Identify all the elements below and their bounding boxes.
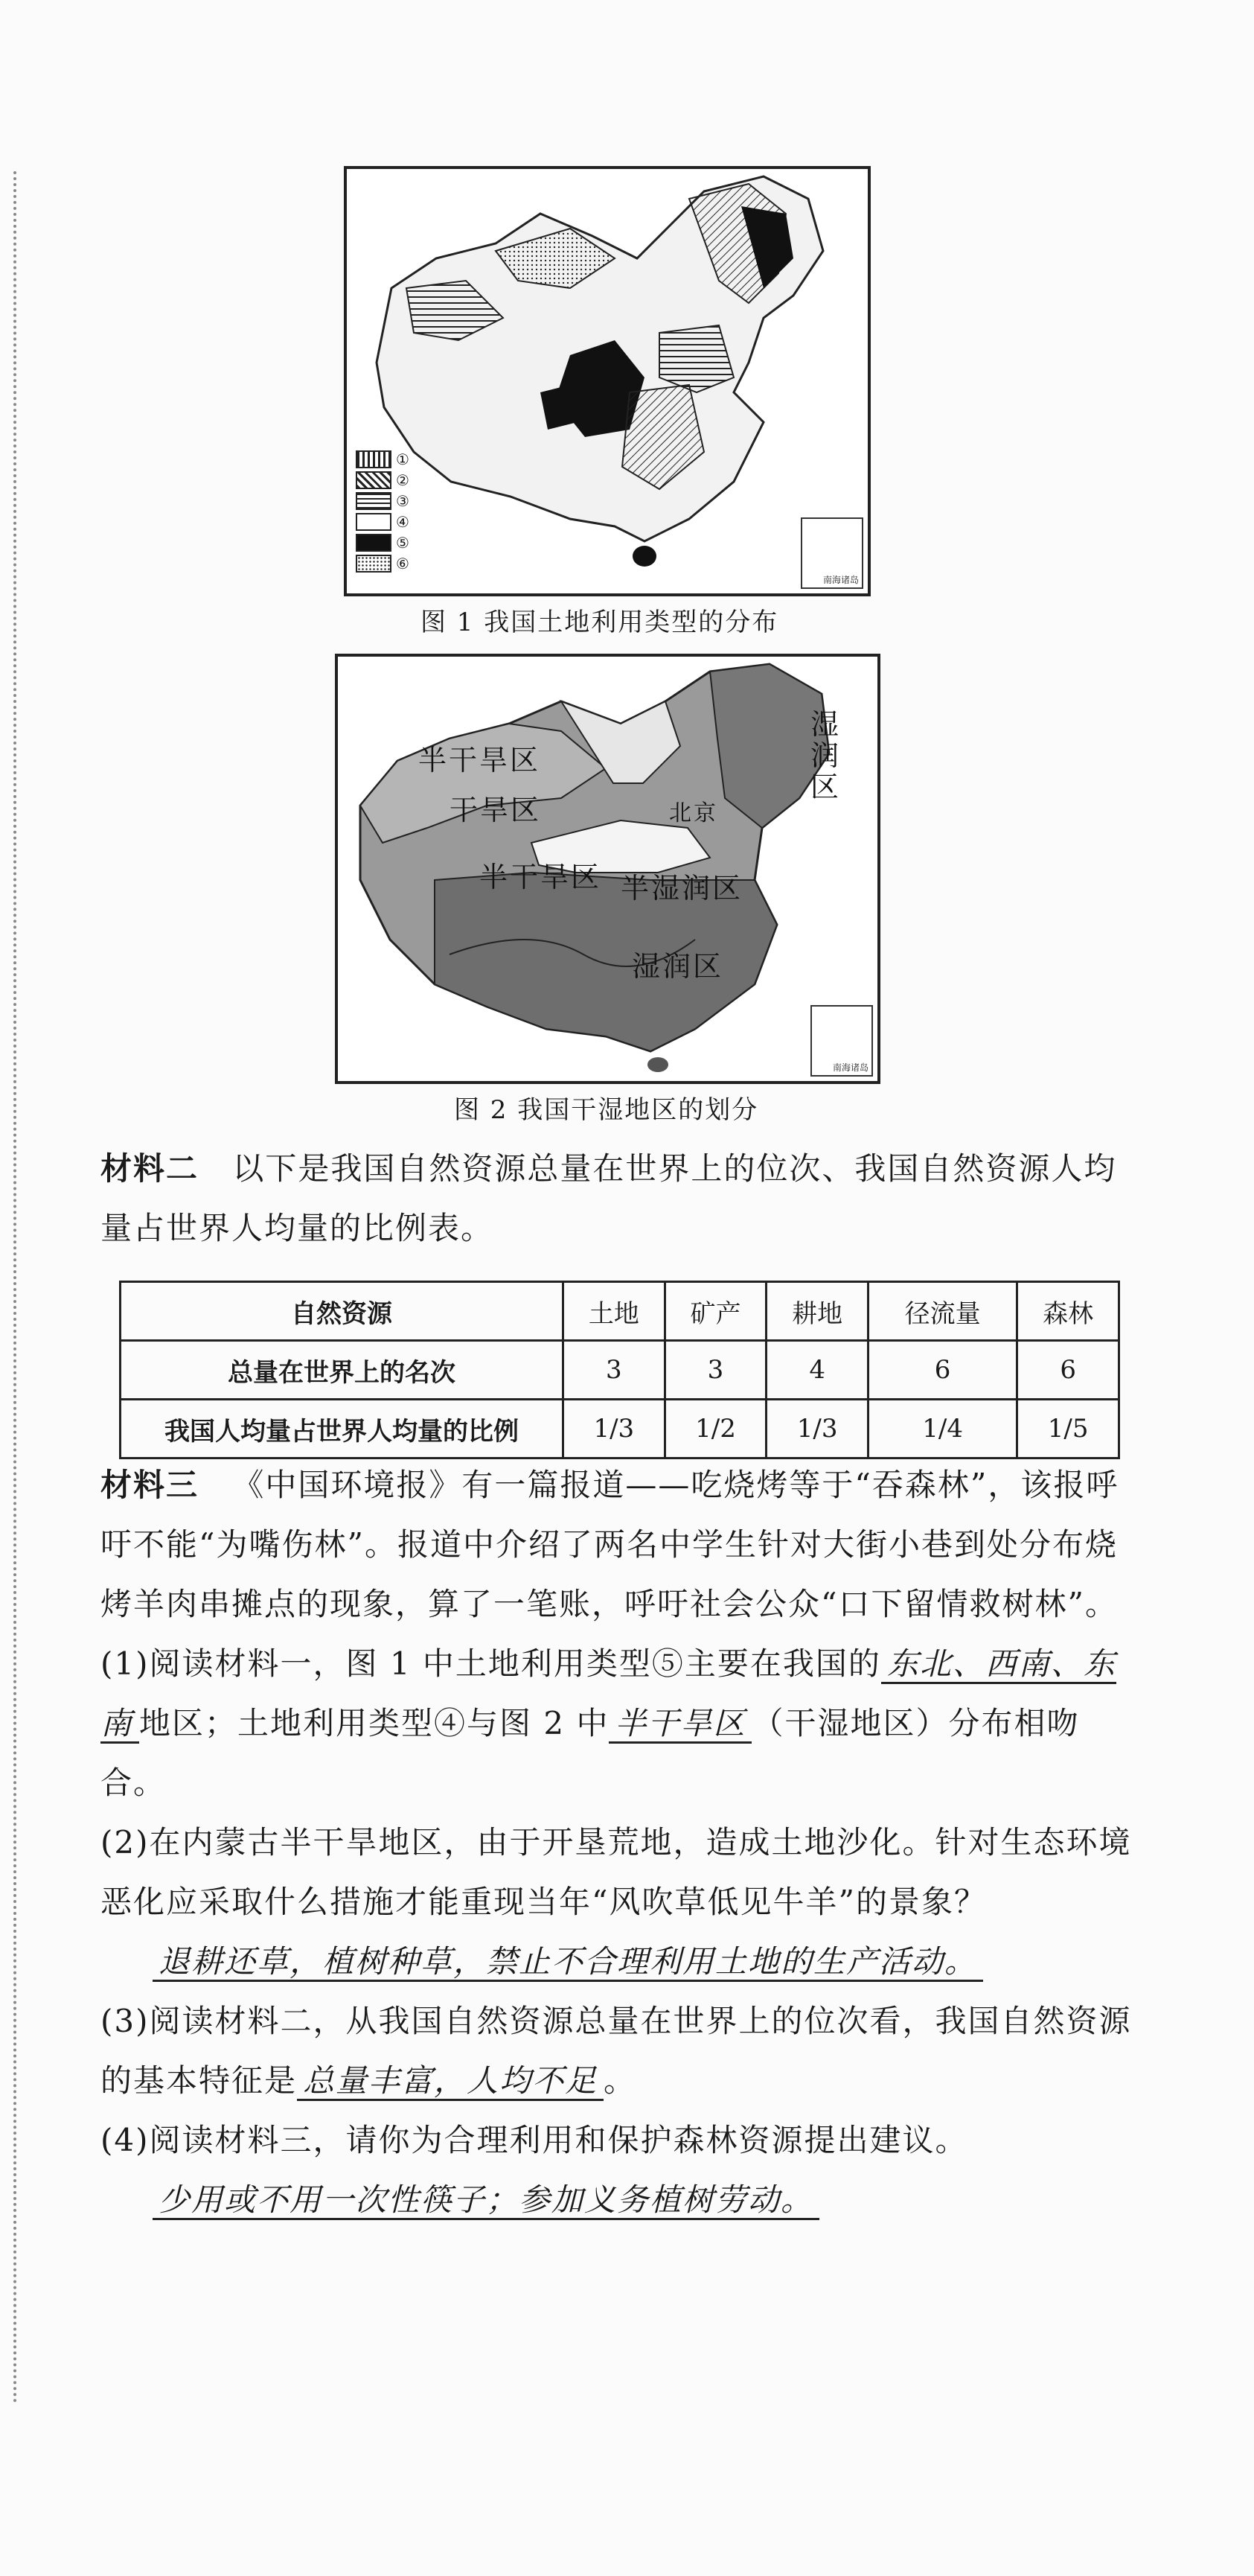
table-row-label: 总量在世界上的名次 — [121, 1341, 563, 1400]
figure1-caption: 图 1 我国土地利用类型的分布 — [420, 608, 779, 637]
region-label: 半干旱区 — [479, 861, 602, 893]
material3-text: 《中国环境报》有一篇报道——吃烧烤等于“吞森林”，该报呼吁不能“为嘴伤林”。报道中介绍了两名中学生针对大街小巷到处分布烧烤羊肉串摊点的现象，算了一笔账，呼吁社会公众“口下留情救树林”。 — [100, 1467, 1119, 1622]
legend-item: ② — [356, 471, 409, 489]
figure2-dry-wet-map — [335, 654, 880, 1084]
question-3-text-a: 阅读材料二，从我国自然资源总量在世界上的位次看，我国自然资源的基本特征是 — [100, 2003, 1132, 2099]
question-2-text: 在内蒙古半干旱地区，由于开垦荒地，造成土地沙化。针对生态环境恶化应采取什么措施才能重现当年“风吹草低见牛羊”的景象？ — [100, 1824, 1132, 1920]
question-number: (4) — [100, 2122, 150, 2158]
region-label: 湿润区 — [810, 708, 842, 803]
table-cell: 3 — [665, 1341, 767, 1400]
table-header-cell: 径流量 — [868, 1282, 1017, 1341]
region-label: 半干旱区 — [418, 744, 541, 777]
figure2-caption: 图 2 我国干湿地区的划分 — [454, 1095, 759, 1125]
question-3-answer: 总量丰富，人均不足 — [297, 2062, 604, 2101]
table-row — [121, 1400, 1119, 1458]
material2-title: 材料二 — [100, 1150, 199, 1187]
table-row — [121, 1341, 1119, 1400]
question-number: (1) — [100, 1645, 150, 1682]
region-label: 半湿润区 — [621, 872, 743, 905]
table-cell: 4 — [767, 1341, 868, 1400]
question-3 — [100, 1992, 1142, 2111]
material3-title: 材料三 — [100, 1467, 199, 1503]
question-1-answer-a: 东北、西南、东南 — [100, 1645, 1116, 1744]
legend-item: ① — [356, 450, 409, 468]
table-header-cell: 矿产 — [665, 1282, 767, 1341]
table-cell: 6 — [1017, 1341, 1119, 1400]
legend-item: ④ — [356, 513, 409, 531]
question-2-answer-line — [100, 1932, 1142, 1992]
table-cell: 1/2 — [665, 1400, 767, 1458]
material2-text: 以下是我国自然资源总量在世界上的位次、我国自然资源人均量占世界人均量的比例表。 — [100, 1150, 1117, 1246]
table-header-cell: 土地 — [563, 1282, 665, 1341]
inset-label: 南海诸岛 — [822, 575, 859, 585]
material3-paragraph — [100, 1456, 1142, 1634]
table-cell: 1/4 — [868, 1400, 1017, 1458]
question-number: (3) — [100, 2003, 150, 2039]
table-cell: 1/5 — [1017, 1400, 1119, 1458]
table-header-cell: 自然资源 — [121, 1282, 563, 1341]
table-cell: 6 — [868, 1341, 1017, 1400]
question-2-answer: 退耕还草，植树种草，禁止不合理利用土地的生产活动。 — [153, 1943, 983, 1982]
question-1-text-c: （干湿地区）分布相吻合。 — [100, 1705, 1080, 1801]
region-label: 干旱区 — [450, 794, 542, 826]
question-4 — [100, 2111, 1142, 2230]
china-dry-wet-map-drawing — [338, 657, 877, 1081]
region-label: 湿润区 — [632, 950, 724, 983]
legend-item: ③ — [356, 492, 409, 510]
table-cell: 3 — [563, 1341, 665, 1400]
table-row-label: 我国人均量占世界人均量的比例 — [121, 1400, 563, 1458]
question-2 — [100, 1813, 1142, 1992]
question-1-text-b: 地区；土地利用类型④与图 2 中 — [139, 1705, 610, 1741]
figure1-land-use-map — [344, 166, 871, 596]
question-4-answer: 少用或不用一次性筷子；参加义务植树劳动。 — [153, 2181, 819, 2220]
question-1 — [100, 1634, 1142, 1813]
south-china-sea-inset — [801, 517, 863, 589]
table-cell: 1/3 — [767, 1400, 868, 1458]
table-header-row — [121, 1282, 1119, 1341]
binding-margin-dotted-line — [13, 171, 16, 2405]
question-1-text-a: 阅读材料一，图 1 中土地利用类型⑤主要在我国的 — [149, 1645, 881, 1682]
material2-paragraph — [100, 1139, 1142, 1258]
question-number: (2) — [100, 1824, 150, 1861]
south-china-sea-inset — [810, 1005, 873, 1077]
resource-table — [119, 1281, 1120, 1459]
legend-item: ⑤ — [356, 534, 409, 552]
table-header-cell: 森林 — [1017, 1282, 1119, 1341]
question-1-answer-b: 半干旱区 — [609, 1705, 752, 1744]
question-4-text: 阅读材料三，请你为合理利用和保护森林资源提出建议。 — [149, 2122, 968, 2158]
table-header-cell: 耕地 — [767, 1282, 868, 1341]
legend-item: ⑥ — [356, 555, 409, 573]
question-4-answer-line — [100, 2170, 1142, 2230]
table-cell: 1/3 — [563, 1400, 665, 1458]
china-land-use-map-drawing — [347, 169, 868, 593]
question-3-text-b: 。 — [604, 2062, 637, 2099]
region-label: 北京 — [669, 800, 718, 826]
inset-label: 南海诸岛 — [832, 1062, 868, 1073]
